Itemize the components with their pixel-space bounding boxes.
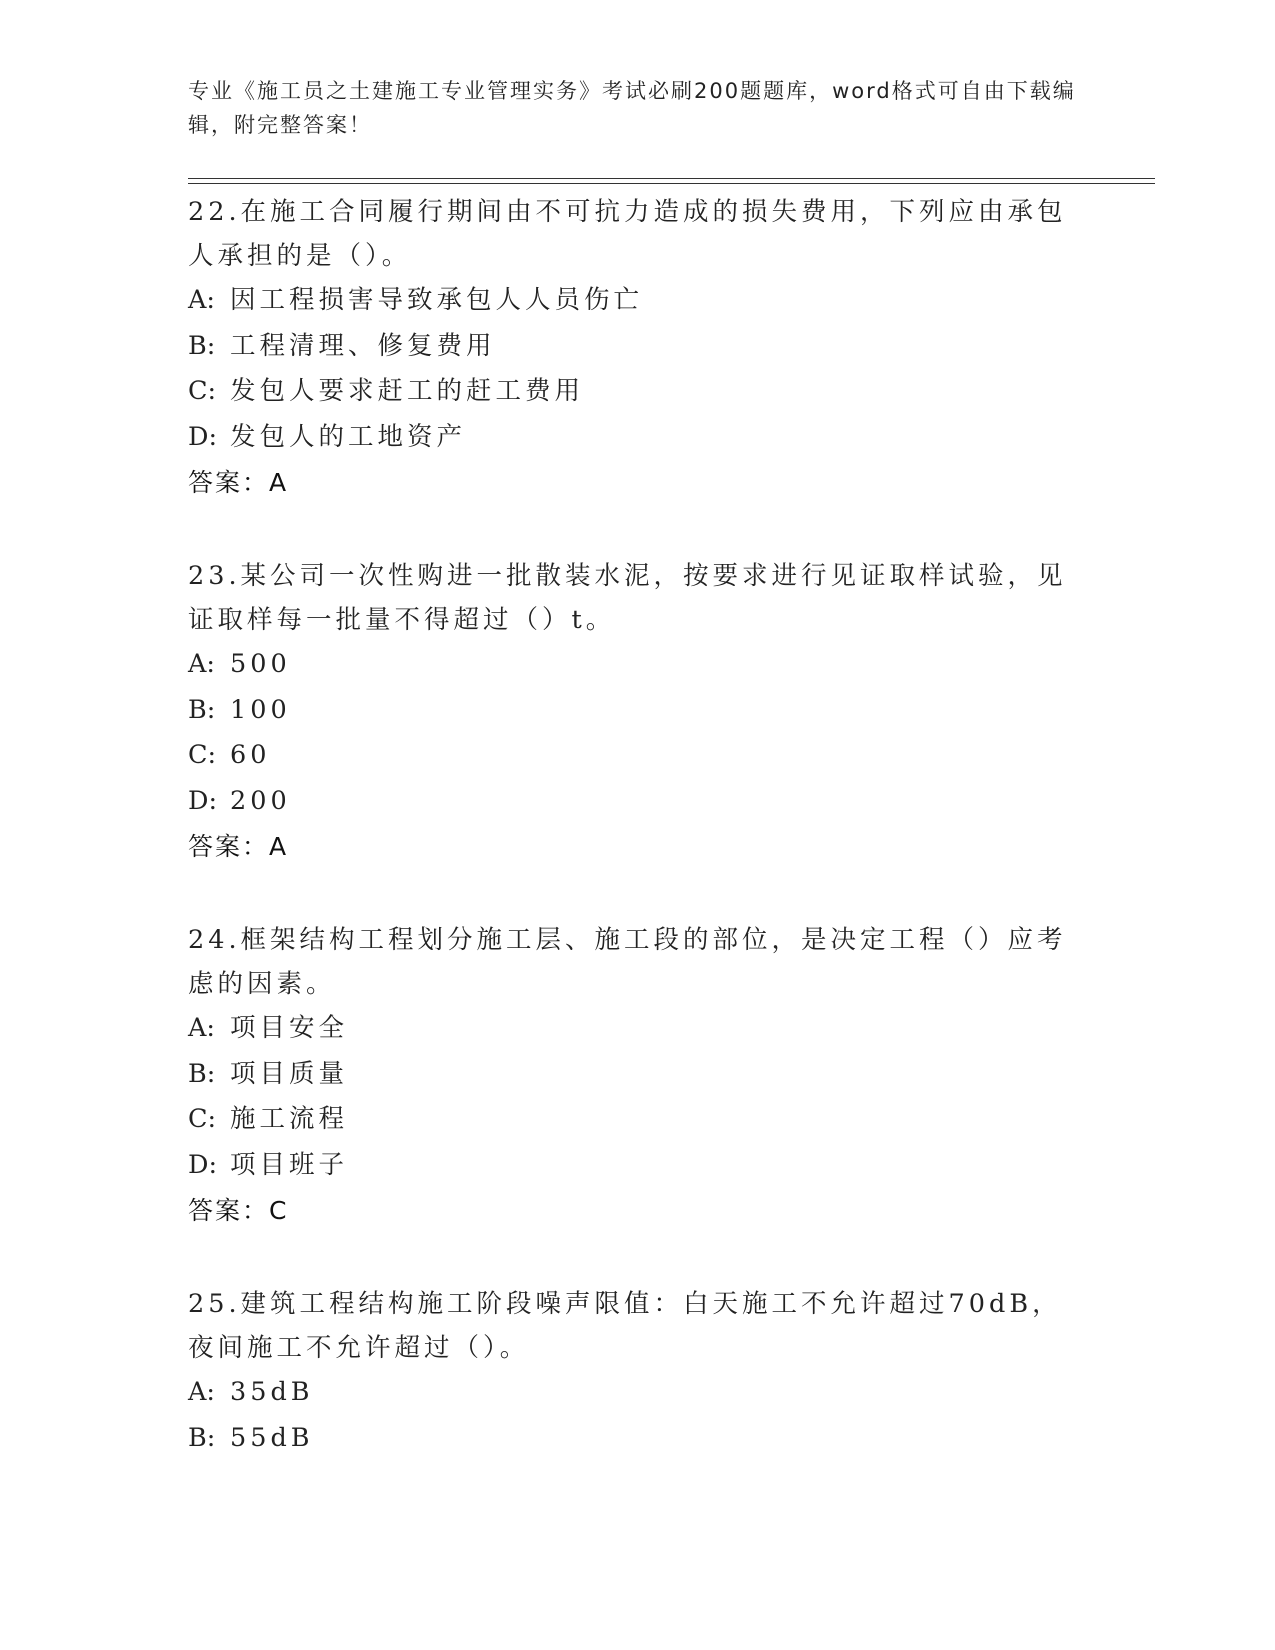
option-d [188, 779, 1088, 825]
question-25 [188, 1282, 1088, 1461]
question-stem: 22.在施工合同履行期间由不可抗力造成的损失费用，下列应由承包人承担的是（）。 [188, 197, 1067, 271]
option-b [188, 688, 1088, 734]
option-text: 因工程损害导致承包人人员伤亡 [230, 285, 644, 315]
option-text: 工程清理、修复费用 [230, 330, 496, 361]
option-c [188, 1097, 1088, 1143]
option-letter: B: [188, 330, 216, 361]
option-d [188, 415, 1088, 461]
option-text: 55dB [230, 1422, 314, 1453]
option-a [188, 1370, 1088, 1416]
option-b [188, 1416, 1088, 1462]
option-a [188, 1006, 1088, 1052]
option-letter: D: [188, 421, 218, 452]
option-b [188, 324, 1088, 370]
option-a [188, 278, 1088, 324]
option-text: 100 [230, 694, 291, 725]
option-letter: B: [188, 1058, 216, 1089]
option-text: 施工流程 [230, 1104, 349, 1134]
option-text: 项目安全 [230, 1013, 349, 1043]
question-23 [188, 554, 1088, 870]
answer-line: 答案：A [188, 468, 289, 497]
option-letter: C: [188, 740, 217, 770]
question-stem: 24.框架结构工程划分施工层、施工段的部位，是决定工程（）应考虑的因素。 [188, 925, 1067, 999]
option-text: 项目班子 [230, 1149, 349, 1180]
option-c [188, 733, 1088, 779]
answer-line: 答案：A [188, 832, 289, 861]
option-letter: A: [188, 285, 216, 315]
option-text: 发包人要求赶工的赶工费用 [230, 376, 585, 406]
question-stem: 23.某公司一次性购进一批散装水泥，按要求进行见证取样试验，见证取样每一批量不得超过（）t。 [188, 561, 1067, 635]
option-d [188, 1143, 1088, 1189]
option-b [188, 1052, 1088, 1098]
option-letter: A: [188, 649, 216, 679]
option-c [188, 369, 1088, 415]
header-divider-bottom [188, 183, 1155, 184]
option-text: 60 [230, 740, 271, 770]
option-letter: B: [188, 1422, 216, 1453]
question-24 [188, 918, 1088, 1234]
option-letter: C: [188, 376, 217, 406]
option-letter: C: [188, 1104, 217, 1134]
option-a [188, 642, 1088, 688]
option-letter: D: [188, 1149, 218, 1180]
option-text: 200 [230, 785, 291, 816]
option-letter: A: [188, 1013, 216, 1043]
option-letter: D: [188, 785, 218, 816]
option-text: 500 [230, 649, 291, 679]
header-divider-top [188, 178, 1155, 179]
answer-line: 答案：C [188, 1196, 289, 1225]
document-header: 专业《施工员之土建施工专业管理实务》考试必刷200题题库，word格式可自由下载编辑，附完整答案！ [188, 79, 1076, 137]
option-text: 35dB [230, 1377, 314, 1407]
option-text: 项目质量 [230, 1058, 349, 1089]
option-text: 发包人的工地资产 [230, 421, 467, 452]
question-22 [188, 190, 1088, 506]
option-letter: A: [188, 1377, 216, 1407]
option-letter: B: [188, 694, 216, 725]
question-stem: 25.建筑工程结构施工阶段噪声限值：白天施工不允许超过70dB，夜间施工不允许超过（）。 [188, 1289, 1062, 1363]
